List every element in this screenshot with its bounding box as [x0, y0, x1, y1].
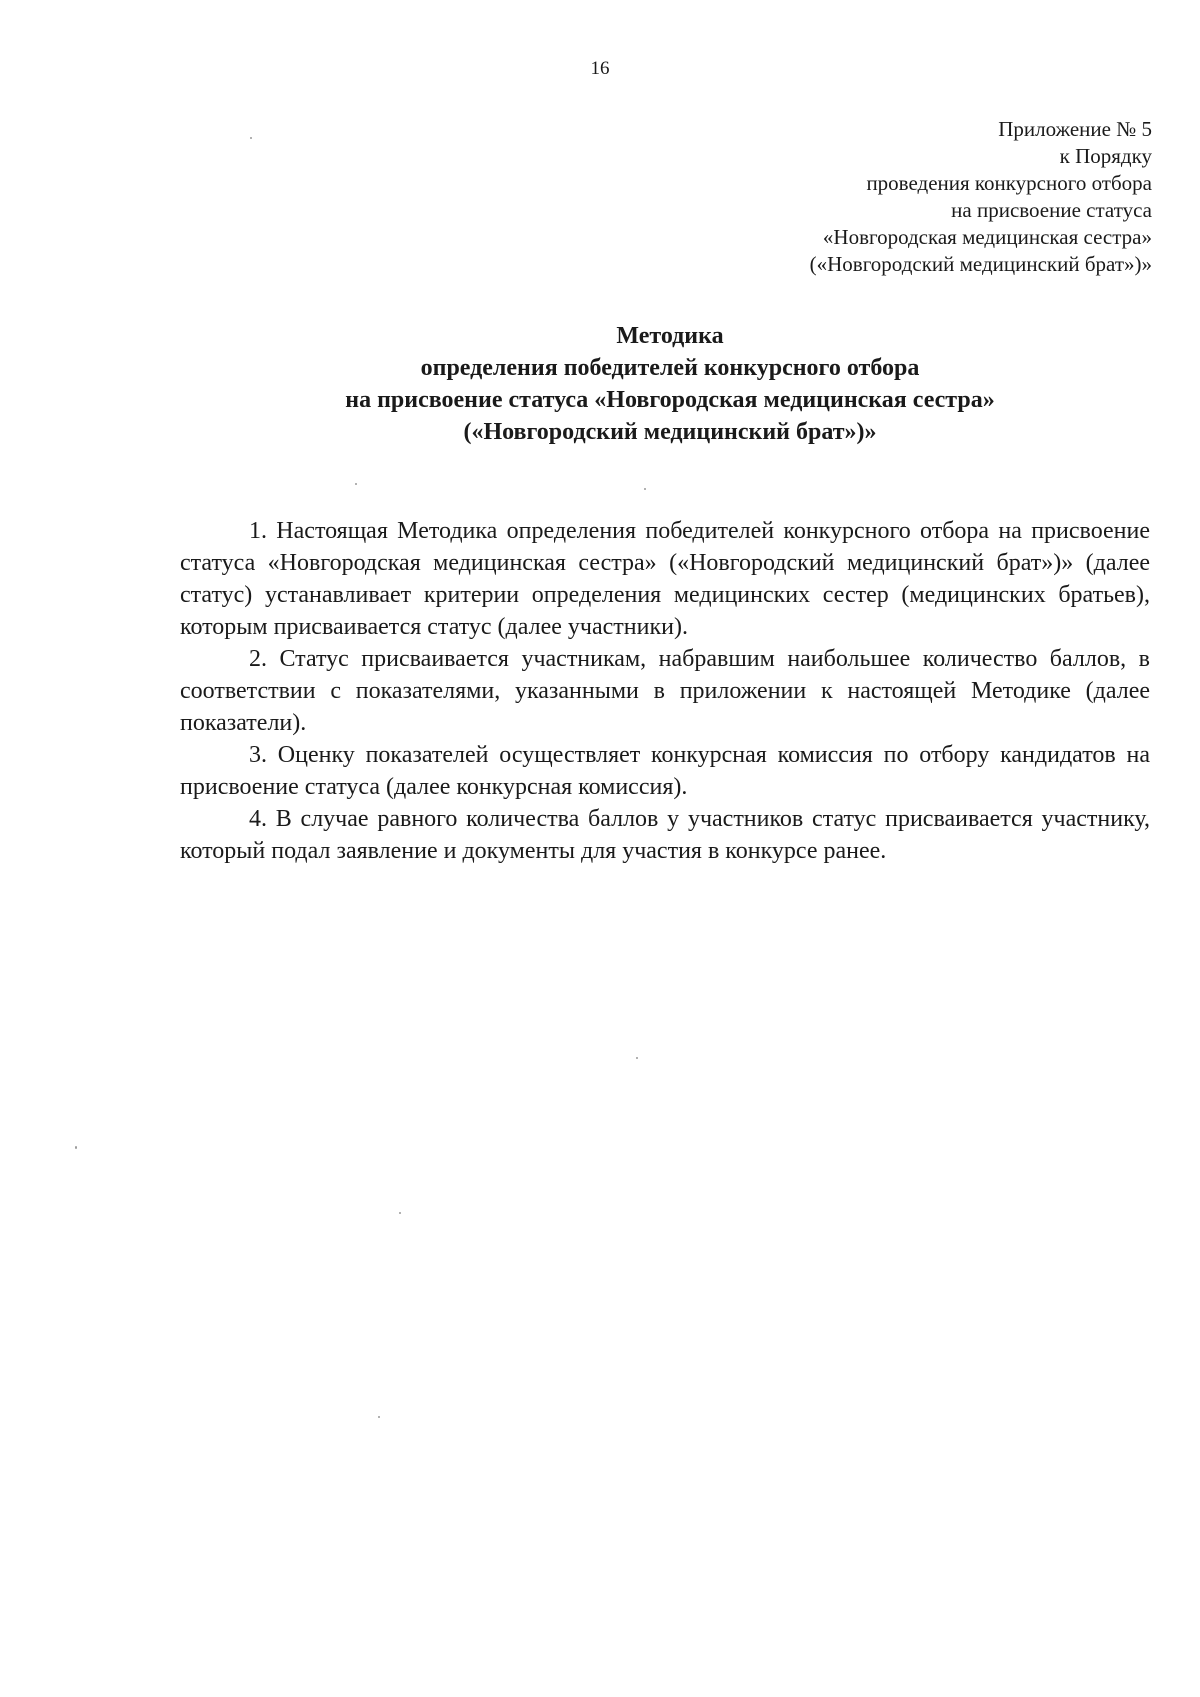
scan-speck — [644, 488, 646, 490]
title-line: («Новгородский медицинский брат»)» — [463, 419, 877, 445]
appendix-line: Приложение № 5 — [998, 117, 1152, 141]
scan-speck — [378, 1416, 380, 1418]
paragraph-3: 3. Оценку показателей осуществляет конкурсная комиссия по отбору кандидатов на присвоение статуса (далее конкурсная комиссия). — [180, 742, 1150, 800]
appendix-line: проведения конкурсного отбора — [866, 171, 1152, 195]
scan-speck — [636, 1057, 638, 1059]
appendix-line: на присвоение статуса — [951, 198, 1152, 222]
title-line: Методика — [616, 323, 724, 349]
scan-speck — [355, 483, 357, 485]
document-body — [180, 515, 1150, 867]
scan-speck — [250, 137, 252, 139]
document-title — [0, 320, 1200, 448]
appendix-line: «Новгородская медицинская сестра» — [822, 225, 1152, 249]
appendix-line: к Порядку — [1059, 144, 1152, 168]
paragraph-1: 1. Настоящая Методика определения победителей конкурсного отбора на присвоение статуса «Новгородская медицинская сестра» («Новгородский медицинский брат»)» (далее статус) устанавливает критерии определения медицинских сестер (медицинских братьев), которым присваивается статус (далее участники). — [180, 518, 1150, 640]
scan-speck — [75, 1146, 77, 1149]
paragraph-4: 4. В случае равного количества баллов у участников статус присваивается участнику, который подал заявление и документы для участия в конкурсе ранее. — [180, 806, 1150, 864]
page-number: 16 — [590, 58, 610, 79]
title-line: на присвоение статуса «Новгородская медицинская сестра» — [345, 387, 995, 413]
appendix-reference — [632, 116, 1152, 278]
appendix-line: («Новгородский медицинский брат»)» — [809, 252, 1152, 276]
title-line: определения победителей конкурсного отбора — [420, 355, 920, 381]
scan-speck — [399, 1212, 401, 1214]
paragraph-2: 2. Статус присваивается участникам, набравшим наибольшее количество баллов, в соответствии с показателями, указанными в приложении к настоящей Методике (далее показатели). — [180, 646, 1150, 736]
